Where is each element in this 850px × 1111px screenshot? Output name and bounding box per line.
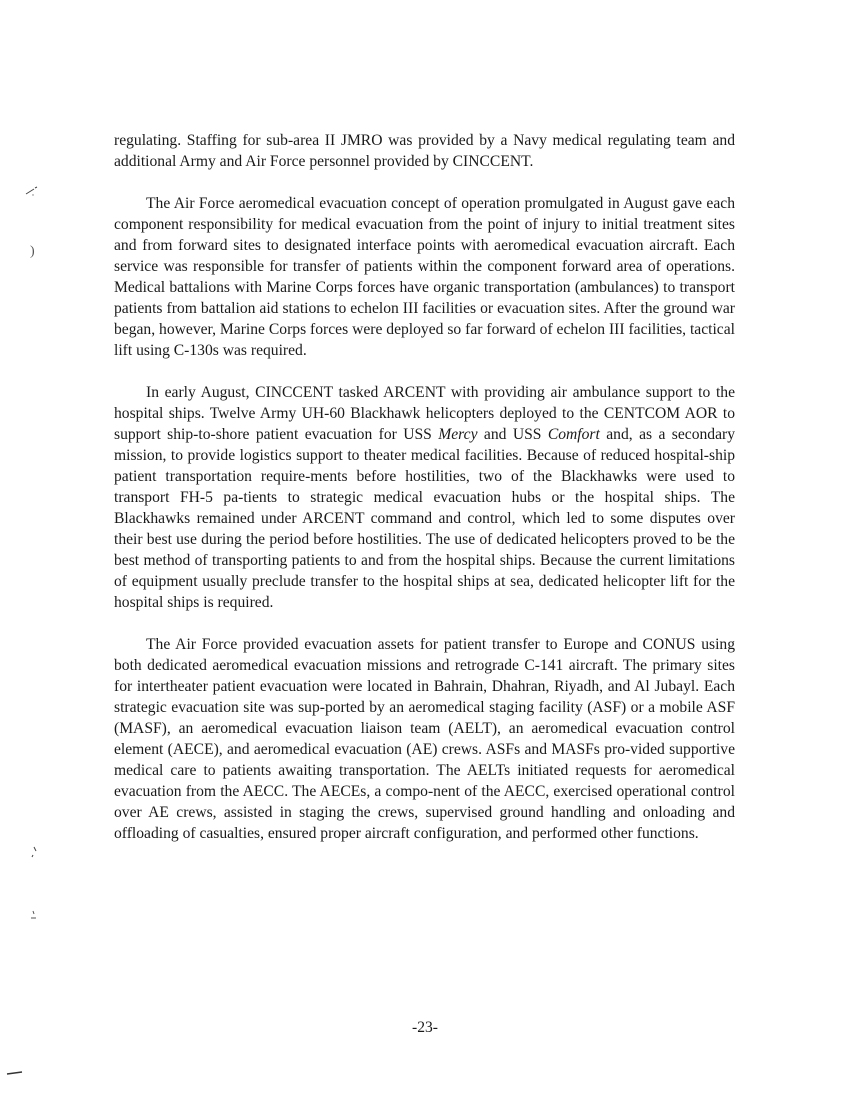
margin-scratch-mark [4, 1068, 26, 1078]
paragraph-air-ambulance [114, 382, 735, 613]
paragraph-text: In early August, CINCCENT tasked ARCENT with providing air ambulance support to the hospital ships. Twelve Army UH-60 Blackhawk helicopters deployed to the CENTCOM AOR to support ship-to-shore patient evacuation for USS [114, 384, 735, 443]
margin-scratch-mark [24, 180, 40, 198]
paragraph-text: regulating. Staffing for sub-area II JMRO was provided by a Navy medical regulating team and additional Army and Air Force personnel provided by CINCCENT. [114, 132, 735, 170]
paragraph-text: and USS [477, 426, 548, 443]
margin-paren-mark: ) [30, 244, 35, 259]
paragraph-continuation [114, 130, 735, 172]
ship-name-comfort: Comfort [547, 426, 600, 443]
margin-scratch-mark [28, 845, 40, 859]
paragraph-aeromedical-concept [114, 193, 735, 361]
margin-scratch-mark [28, 908, 40, 922]
page-number: -23- [412, 1019, 438, 1036]
paragraph-text: The Air Force aeromedical evacuation concept of operation promulgated in August gave each component responsibility for medical evacuation from the point of injury to initial treatment sites and from forward sites to designated interface points with aeromedical evacuation aircraft. Each service was responsible for transfer of patients within the component forward area of operations. Medical battalions with Marine Corps forces have organic transportation (ambulances) to transport patients from battalion aid stations to echelon III facilities or evacuation sites. After the ground war began, however, Marine Corps forces were deployed so far forward of echelon III facilities, tactical lift using C-130s was required. [114, 195, 735, 359]
ship-name-mercy: Mercy [438, 426, 478, 443]
paragraph-text: and, as a secondary mission, to provide logistics support to theater medical facilities. Because of reduced hospital-ship patient transportation require-ments before hostilities, two of the Blackhawks were used to transport FH-5 pa-tients to strategic medical evacuation hubs or the hospital ships. The Blackhawks remained under ARCENT command and control, which led to some disputes over their best use during the period before hostilities. The use of dedicated helicopters proved to be the best method of transporting patients to and from the hospital ships. Because the current limitations of equipment usually preclude transfer to the hospital ships at sea, dedicated helicopter lift for the hospital ships is required. [114, 426, 735, 611]
paragraph-text: The Air Force provided evacuation assets for patient transfer to Europe and CONUS using both dedicated aeromedical evacuation missions and retrograde C-141 aircraft. The primary sites for intertheater patient evacuation were located in Bahrain, Dhahran, Riyadh, and Al Jubayl. Each strategic evacuation site was sup-ported by an aeromedical staging facility (ASF) or a mobile ASF (MASF), an aeromedical evacuation liaison team (AELT), an aeromedical evacuation control element (AECE), and aeromedical evacuation (AE) crews. ASFs and MASFs pro-vided supportive medical care to patients awaiting transportation. The AELTs initiated requests for aeromedical evacuation from the AECC. The AECEs, a compo-nent of the AECC, exercised operational control over AE crews, assisted in staging the crews, supervised ground handling and onloading and offloading of casualties, ensured proper aircraft configuration, and performed other functions. [114, 636, 735, 842]
paragraph-evacuation-assets [114, 634, 735, 844]
document-body [114, 130, 735, 865]
